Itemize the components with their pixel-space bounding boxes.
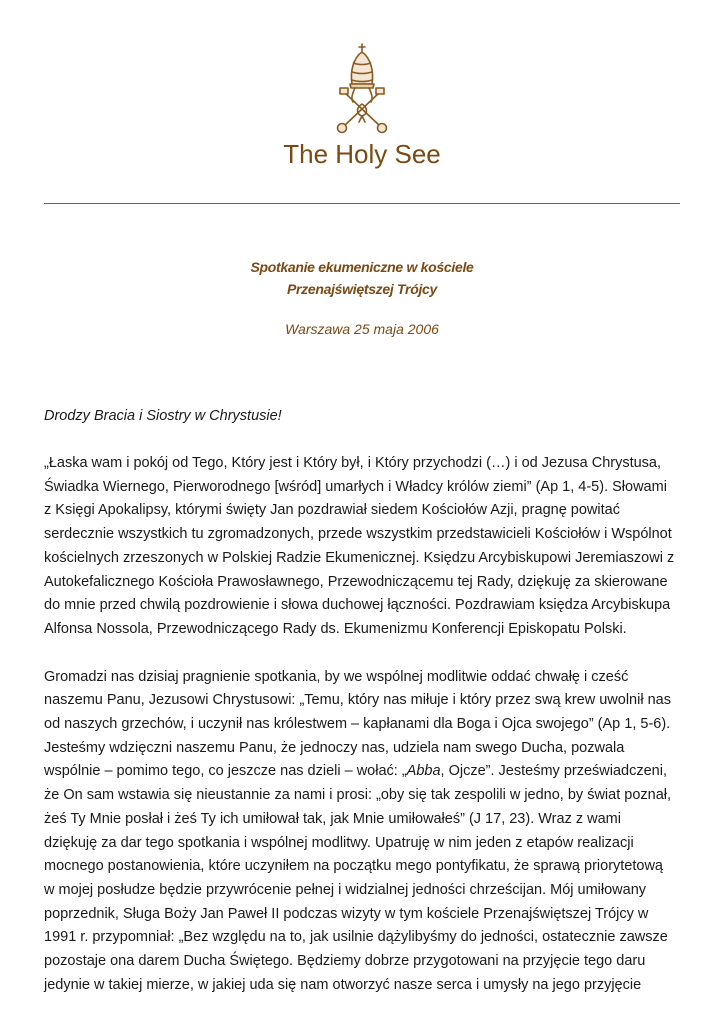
heading-line-1: Spotkanie ekumeniczne w kościele [250, 259, 474, 275]
text-line: „Łaska wam i pokój od Tego, Który jest i Który był, i Który przychodzi (…) i od Jezusa Chrystusa, [44, 455, 662, 471]
header-divider [44, 203, 680, 204]
text-line: Świadka Wiernego, Pierworodnego [wśród] umarłych i Władcy królów ziemi” (Ap 1, 4-5). Słowami [44, 478, 667, 495]
document-body [44, 452, 684, 1021]
text-line: 1991 r. przypomniał: „Bez względu na to, jak usilnie dążylibyśmy do jedności, ostatecznie zawsze [44, 929, 668, 946]
text-line: Autokefalicznego Kościoła Prawosławnego, Przewodniczącemu tej Rady, dziękuję za skierowane [44, 573, 668, 590]
papal-keys-tiara-emblem-icon [322, 42, 402, 134]
text-line: poprzednik, Sługa Boży Jan Paweł II podczas wizyty w tym kościele Przenajświętszej Trójcy w [44, 905, 649, 922]
text-line: w mojej posłudze będzie przywrócenie pełnej i widzialnej jedności chrześcijan. Mój umiłowany [44, 881, 647, 898]
text-line: wspólnie – pomimo tego, co jeszcze nas dzieli – wołać: „Abba, Ojcze”. Jesteśmy przeświadczeni, [44, 763, 667, 780]
text-line: pozostaje ona darem Ducha Świętego. Będziemy dobrze przygotowani na przyjęcie tego daru [44, 953, 646, 970]
text-line: do mnie przed chwilą pozdrowienie i słowa duchowej łączności. Pozdrawiam księdza Arcybiskupa [44, 597, 671, 614]
text-line: jedynie w takiej mierze, w jakiej uda się nam otworzyć nasze serca i umysły na jego przyjęcie [44, 976, 642, 993]
text-line: serdecznie wszystkich tu zgromadzonych, przede wszystkim przedstawicieli Kościołów i Wspólnot [44, 526, 672, 543]
salutation: Drodzy Bracia i Siostry w Chrystusie! [44, 408, 282, 424]
text-line: że On sam wstawia się nieustannie za nami i prosi: „oby się tak zespolili w jedno, by świat poznał, [44, 787, 672, 804]
text-line: Gromadzi nas dzisiaj pragnienie spotkania, by we wspólnej modlitwie oddać chwałę i cześć [44, 668, 629, 685]
document-heading [0, 256, 724, 300]
text-line: mocnego postanowienia, które uczyniłem na początku mego pontyfikatu, że sprawą priorytetową [44, 858, 663, 875]
text-line: naszemu Panu, Jezusowi Chrystusowi: „Temu, który nas miłuje i który przez swą krew uwolnił nas [44, 692, 671, 709]
site-title: The Holy See [283, 139, 441, 169]
heading-line-2: Przenajświętszej Trójcy [286, 281, 438, 297]
text-line: Jesteśmy wdzięczni naszemu Panu, że jednoczy nas, udziela nam swego Ducha, pozwala [44, 739, 625, 756]
paragraph-2 [44, 666, 684, 998]
text-line: z Księgi Apokalipsy, którymi święty Jan pozdrawiał siedem Kościołów Azji, pragnę powitać [44, 502, 620, 519]
place-date: Warszawa 25 maja 2006 [285, 321, 439, 337]
text-line: kościelnych zrzeszonych w Polskiej Radzie Ekumenicznej. Księdzu Arcybiskupowi Jeremiaszowi z [44, 549, 675, 566]
paragraph-1 [44, 452, 684, 642]
text-line: od naszych grzechów, i uczynił nas królestwem – kapłanami dla Boga i Ojca swojego” (Ap 1, 5-6). [44, 716, 671, 733]
text-line: żeś Ty Mnie posłał i żeś Ty ich umiłował tak, jak Mnie umiłowałeś” (J 17, 23). Wraz z wami [44, 810, 621, 827]
text-line: dziękuję za dar tego spotkania i wspólnej modlitwy. Upatruję w nim jeden z etapów realizacji [44, 834, 634, 851]
text-line: Alfonsa Nossola, Przewodniczącego Rady ds. Ekumenizmu Konferencji Episkopatu Polski. [44, 620, 627, 637]
